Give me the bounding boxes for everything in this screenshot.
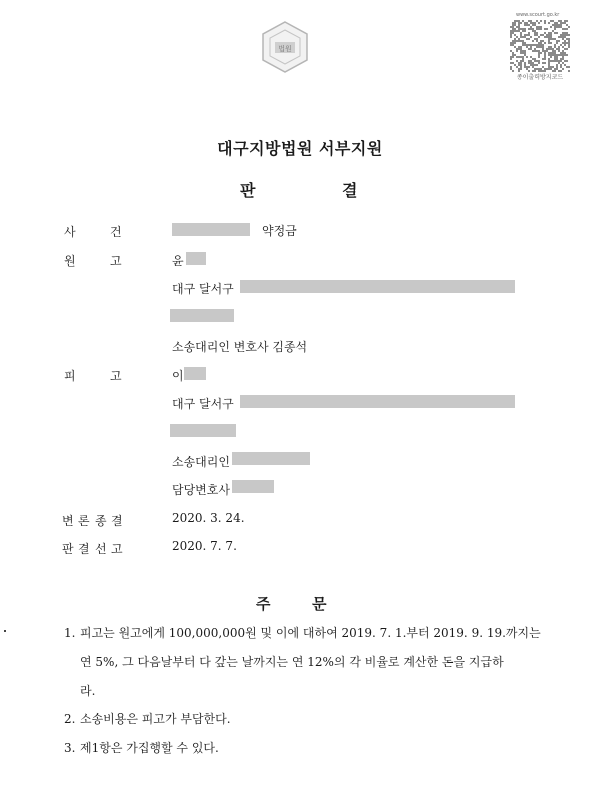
redacted-plaintiff-address-2 — [170, 309, 234, 322]
plaintiff-counsel: 소송대리인 변호사 김종석 — [172, 340, 308, 354]
order-title-char-2: 문 — [312, 595, 327, 613]
defendant-label-2: 고 — [110, 369, 122, 383]
plaintiff-label-1: 원 — [64, 254, 76, 268]
order-item-1-line-3: 라. — [80, 684, 96, 698]
qr-url: www.scourt.go.kr — [516, 12, 560, 18]
redacted-plaintiff-address — [240, 280, 515, 293]
order-item-3-line-1: 제1항은 가집행할 수 있다. — [80, 741, 219, 755]
order-item-1-number: 1. — [64, 626, 76, 640]
redacted-case-number — [172, 223, 250, 236]
redacted-defendant-lawyer — [232, 480, 274, 493]
ruling-label-2: 결 — [78, 542, 90, 556]
emblem-text: 법원 — [278, 45, 292, 53]
closing-date: 2020. 3. 24. — [172, 511, 245, 525]
qr-code — [510, 20, 570, 72]
defendant-name: 이 — [172, 369, 184, 383]
defendant-label-1: 피 — [64, 369, 76, 383]
defendant-address: 대구 달서구 — [172, 397, 234, 411]
ruling-label-1: 판 — [62, 542, 74, 556]
order-title-char-1: 주 — [256, 595, 271, 613]
doc-title-char-1: 판 — [240, 181, 256, 200]
defendant-lawyer-label: 담당변호사 — [172, 483, 230, 497]
order-item-1-line-2: 연 5%, 그 다음날부터 다 갚는 날까지는 연 12%의 각 비율로 계산한 돈을 지급하 — [80, 655, 504, 669]
margin-mark — [4, 630, 6, 632]
order-item-2-line-1: 소송비용은 피고가 부담한다. — [80, 712, 231, 726]
case-name: 약정금 — [262, 224, 297, 238]
redacted-defendant-name — [184, 367, 206, 380]
ruling-label-4: 고 — [111, 542, 123, 556]
redacted-defendant-address-2 — [170, 424, 236, 437]
plaintiff-name: 윤 — [172, 254, 184, 268]
redacted-defendant-counsel — [232, 452, 310, 465]
order-item-1-line-1: 피고는 원고에게 100,000,000원 및 이에 대하여 2019. 7. 1.부터 2019. 9. 19.까지는 — [80, 626, 541, 640]
plaintiff-address: 대구 달서구 — [172, 282, 234, 296]
case-label-1: 사 — [64, 225, 76, 239]
redacted-defendant-address — [240, 395, 515, 408]
order-item-2-number: 2. — [64, 712, 76, 726]
plaintiff-label-2: 고 — [110, 254, 122, 268]
ruling-date: 2020. 7. 7. — [172, 539, 237, 553]
redacted-plaintiff-name — [186, 252, 206, 265]
doc-title-char-2: 결 — [342, 181, 358, 200]
closing-label-4: 결 — [111, 514, 123, 528]
order-item-3-number: 3. — [64, 741, 76, 755]
case-label-2: 건 — [110, 225, 122, 239]
court-emblem — [258, 20, 312, 74]
closing-label-3: 종 — [95, 514, 107, 528]
closing-label-2: 론 — [78, 514, 90, 528]
defendant-counsel-label: 소송대리인 — [172, 455, 230, 469]
ruling-label-3: 선 — [95, 542, 107, 556]
closing-label-1: 변 — [62, 514, 74, 528]
qr-caption: 종이출력방지코드 — [516, 74, 564, 81]
court-name: 대구지방법원 서부지원 — [217, 139, 383, 158]
